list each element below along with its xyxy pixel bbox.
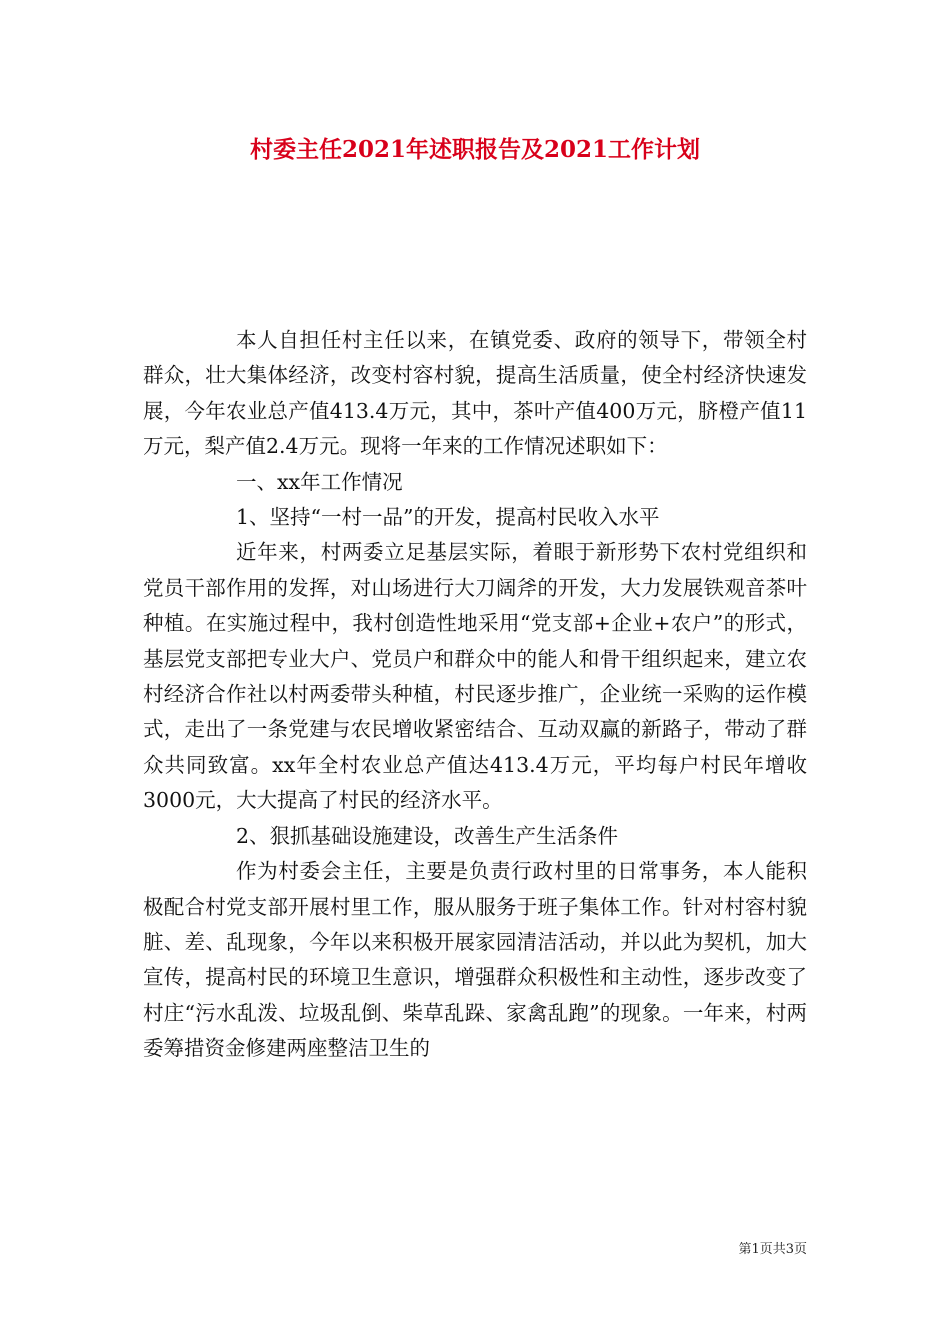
- subheading-2: 2、狠抓基础设施建设，改善生产生活条件: [236, 823, 619, 848]
- page-number-footer: 第1页共3页: [738, 1242, 807, 1257]
- document-body: [143, 323, 807, 1067]
- section-heading-1: 一、xx年工作情况: [236, 469, 403, 494]
- page-title: 村委主任2021年述职报告及2021工作计划: [249, 136, 701, 163]
- paragraph-intro: 本人自担任村主任以来，在镇党委、政府的领导下，带领全村群众，壮大集体经济，改变村容村貌，提高生活质量，使全村经济快速发展，今年农业总产值413.4万元，其中，茶叶产值400万元，脐橙产值11万元，梨产值2.4万元。现将一年来的工作情况述职如下：: [143, 328, 807, 459]
- paragraph-infrastructure: 作为村委会主任，主要是负责行政村里的日常事务，本人能积极配合村党支部开展村里工作，服从服务于班子集体工作。针对村容村貌脏、差、乱现象，今年以来积极开展家园清洁活动，并以此为契机，加大宣传，提高村民的环境卫生意识，增强群众积极性和主动性，逐步改变了村庄“污水乱泼、垃圾乱倒、柴草乱跺、家禽乱跑”的现象。一年来，村两委筹措资金修建两座整洁卫生的: [143, 859, 807, 1061]
- paragraph-tea-development: 近年来，村两委立足基层实际，着眼于新形势下农村党组织和党员干部作用的发挥，对山场进行大刀阔斧的开发，大力发展铁观音茶叶种植。在实施过程中，我村创造性地采用“党支部+企业+农户”的形式，基层党支部把专业大户、党员户和群众中的能人和骨干组织起来，建立农村经济合作社以村两委带头种植，村民逐步推广，企业统一采购的运作模式，走出了一条党建与农民增收紧密结合、互动双赢的新路子，带动了群众共同致富。xx年全村农业总产值达413.4万元，平均每户村民年增收3000元，大大提高了村民的经济水平。: [143, 540, 807, 813]
- subheading-1: 1、坚持“一村一品”的开发，提高村民收入水平: [236, 505, 660, 530]
